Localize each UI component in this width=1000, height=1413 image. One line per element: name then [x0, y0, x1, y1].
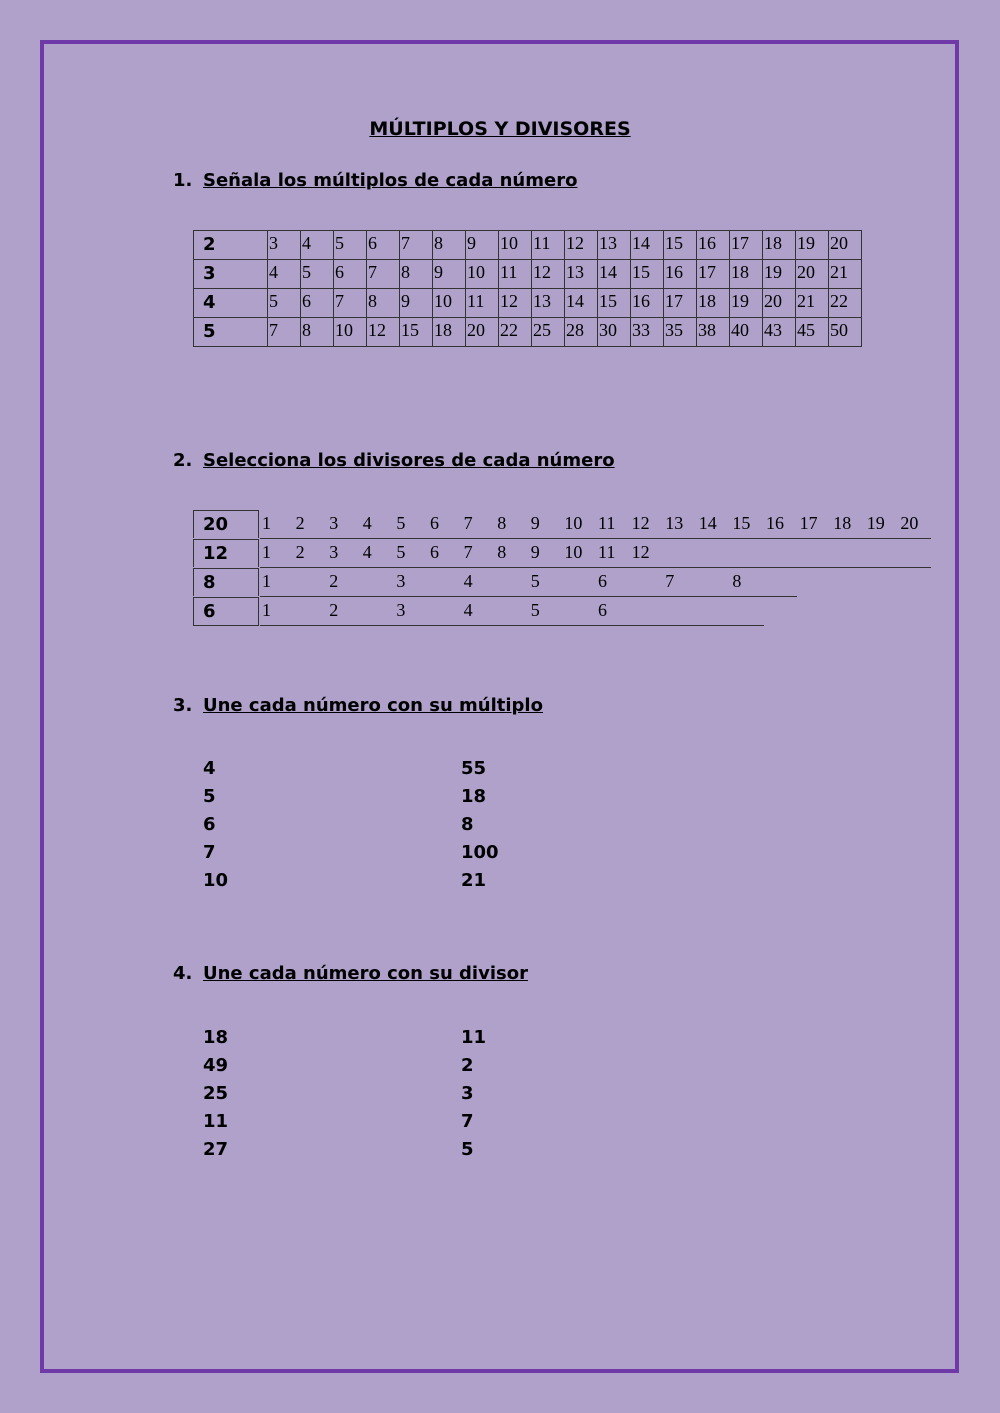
matching-left-column	[203, 1024, 228, 1164]
multiple-candidate-cell[interactable]: 14	[598, 260, 631, 289]
multiple-candidate-cell[interactable]: 8	[301, 318, 334, 347]
matching-item[interactable]: 8	[461, 814, 474, 835]
divisor-candidate[interactable]: 6	[430, 513, 439, 533]
divisors-row-number: 6	[193, 597, 259, 626]
divisor-candidate[interactable]: 8	[497, 513, 507, 533]
divisor-candidate[interactable]: 1	[262, 542, 271, 562]
divisors-row-line	[260, 625, 764, 626]
multiple-candidate-cell[interactable]: 6	[367, 231, 400, 260]
multiple-candidate-cell[interactable]: 14	[565, 289, 598, 318]
divisor-candidate[interactable]: 2	[295, 513, 305, 533]
divisors-row-line	[260, 596, 797, 597]
divisor-candidate[interactable]: 12	[631, 513, 650, 533]
matching-item[interactable]: 6	[203, 814, 216, 835]
divisor-candidate[interactable]: 3	[329, 542, 339, 562]
multiple-candidate-cell[interactable]: 30	[598, 318, 631, 347]
divisor-candidate[interactable]: 1	[262, 513, 271, 533]
divisor-candidate[interactable]: 13	[665, 513, 684, 533]
multiple-candidate-cell[interactable]: 20	[763, 289, 796, 318]
multiple-candidate-cell[interactable]: 40	[730, 318, 763, 347]
divisor-candidate[interactable]: 6	[598, 571, 607, 591]
divisor-candidate[interactable]: 5	[396, 513, 406, 533]
multiple-candidate-cell[interactable]: 10	[334, 318, 367, 347]
matching-item[interactable]: 4	[203, 758, 216, 779]
matching-right-column	[461, 1024, 486, 1164]
multiple-candidate-cell[interactable]: 17	[664, 289, 697, 318]
divisor-candidate[interactable]: 2	[329, 571, 339, 591]
multiple-candidate-cell[interactable]: 21	[796, 289, 829, 318]
divisor-candidate[interactable]: 3	[329, 513, 339, 533]
multiple-candidate-cell[interactable]: 8	[433, 231, 466, 260]
multiple-candidate-cell[interactable]: 7	[400, 231, 433, 260]
divisor-candidate[interactable]: 11	[598, 542, 616, 562]
multiples-table	[193, 230, 862, 347]
divisor-candidate[interactable]: 7	[665, 571, 675, 591]
section1-heading-text: Señala los múltiplos de cada número	[203, 170, 578, 191]
multiple-candidate-cell[interactable]: 9	[433, 260, 466, 289]
section3-heading-text: Une cada número con su múltiplo	[203, 695, 543, 716]
multiple-candidate-cell[interactable]: 38	[697, 318, 730, 347]
multiple-candidate-cell[interactable]: 25	[532, 318, 565, 347]
section3-heading	[173, 695, 543, 716]
multiple-candidate-cell[interactable]: 33	[631, 318, 664, 347]
multiple-candidate-cell[interactable]: 3	[268, 231, 301, 260]
section4-heading-text: Une cada número con su divisor	[203, 963, 528, 984]
divisors-row-line	[260, 538, 931, 539]
divisor-candidate[interactable]: 6	[430, 542, 439, 562]
divisor-candidate[interactable]: 19	[866, 513, 885, 533]
multiple-candidate-cell[interactable]: 19	[796, 231, 829, 260]
divisors-row-number: 8	[193, 568, 259, 596]
section2-heading-text: Selecciona los divisores de cada número	[203, 450, 615, 471]
multiple-candidate-cell[interactable]: 13	[598, 231, 631, 260]
multiple-candidate-cell[interactable]: 28	[565, 318, 598, 347]
divisor-candidate[interactable]: 10	[564, 513, 583, 533]
multiple-candidate-cell[interactable]: 18	[730, 260, 763, 289]
multiple-candidate-cell[interactable]: 19	[730, 289, 763, 318]
section1-number: 1.	[173, 170, 193, 191]
multiple-candidate-cell[interactable]: 4	[301, 231, 334, 260]
divisor-candidate[interactable]: 4	[362, 542, 372, 562]
divisor-candidate[interactable]: 6	[598, 600, 607, 620]
matching-item[interactable]: 55	[461, 758, 487, 779]
multiple-candidate-cell[interactable]: 13	[565, 260, 598, 289]
multiple-candidate-cell[interactable]: 9	[466, 231, 499, 260]
divisor-candidate[interactable]: 8	[497, 542, 507, 562]
matching-item[interactable]: 7	[461, 1111, 474, 1132]
divisor-candidate[interactable]: 12	[631, 542, 650, 562]
multiple-candidate-cell[interactable]: 35	[664, 318, 697, 347]
multiple-candidate-cell[interactable]: 18	[697, 289, 730, 318]
multiple-candidate-cell[interactable]: 6	[301, 289, 334, 318]
divisor-candidate[interactable]: 9	[530, 542, 540, 562]
divisor-candidate[interactable]: 5	[396, 542, 406, 562]
multiple-candidate-cell[interactable]: 6	[334, 260, 367, 289]
divisor-candidate[interactable]: 14	[698, 513, 717, 533]
divisor-candidate[interactable]: 1	[262, 571, 271, 591]
multiple-candidate-cell[interactable]: 10	[499, 231, 532, 260]
divisor-candidate[interactable]: 17	[799, 513, 818, 533]
divisor-candidate[interactable]: 20	[900, 513, 919, 533]
multiple-candidate-cell[interactable]: 9	[400, 289, 433, 318]
matching-item[interactable]: 25	[203, 1083, 229, 1104]
matching-item[interactable]: 5	[461, 1139, 474, 1160]
divisors-row-line	[260, 567, 931, 568]
matching-right-column	[461, 755, 499, 895]
multiple-candidate-cell[interactable]: 7	[268, 318, 301, 347]
multiple-candidate-cell[interactable]: 17	[697, 260, 730, 289]
multiple-candidate-cell[interactable]: 12	[499, 289, 532, 318]
multiple-candidate-cell[interactable]: 10	[466, 260, 499, 289]
multiple-candidate-cell[interactable]: 10	[433, 289, 466, 318]
multiples-row	[194, 260, 862, 289]
multiple-candidate-cell[interactable]: 5	[334, 231, 367, 260]
divisor-candidate[interactable]: 11	[598, 513, 616, 533]
divisor-candidate[interactable]: 16	[766, 513, 784, 533]
multiple-candidate-cell[interactable]: 18	[763, 231, 796, 260]
divisor-candidate[interactable]: 4	[362, 513, 372, 533]
matching-item[interactable]: 18	[461, 786, 487, 807]
multiple-candidate-cell[interactable]: 5	[301, 260, 334, 289]
divisor-candidate[interactable]: 5	[530, 571, 540, 591]
matching-item[interactable]: 18	[203, 1027, 229, 1048]
divisor-candidate[interactable]: 3	[396, 600, 406, 620]
multiple-candidate-cell[interactable]: 11	[499, 260, 532, 289]
multiple-candidate-cell[interactable]: 22	[829, 289, 862, 318]
matching-item[interactable]: 3	[461, 1083, 474, 1104]
divisors-row-number: 20	[193, 510, 259, 538]
multiple-candidate-cell[interactable]: 22	[499, 318, 532, 347]
matching-left-column	[203, 755, 228, 895]
matching-item[interactable]: 5	[203, 786, 216, 807]
divisor-candidate[interactable]: 4	[463, 600, 473, 620]
multiple-candidate-cell[interactable]: 18	[433, 318, 466, 347]
matching-item[interactable]: 21	[461, 870, 487, 891]
matching-item[interactable]: 11	[461, 1027, 487, 1048]
section4-heading	[173, 963, 528, 984]
multiple-candidate-cell[interactable]: 12	[565, 231, 598, 260]
multiple-candidate-cell[interactable]: 43	[763, 318, 796, 347]
matching-item[interactable]: 11	[203, 1111, 229, 1132]
divisor-candidate[interactable]: 15	[732, 513, 751, 533]
multiple-candidate-cell[interactable]: 12	[532, 260, 565, 289]
divisor-candidate[interactable]: 18	[833, 513, 852, 533]
matching-item[interactable]: 27	[203, 1139, 229, 1160]
multiple-candidate-cell[interactable]: 16	[664, 260, 697, 289]
multiple-candidate-cell[interactable]: 5	[268, 289, 301, 318]
multiple-candidate-cell[interactable]: 15	[598, 289, 631, 318]
divisor-candidate[interactable]: 4	[463, 571, 473, 591]
multiples-row-number: 2	[194, 231, 268, 260]
matching-item[interactable]: 100	[461, 842, 499, 863]
multiple-candidate-cell[interactable]: 15	[400, 318, 433, 347]
multiple-candidate-cell[interactable]: 8	[367, 289, 400, 318]
divisors-row-number: 12	[193, 539, 259, 567]
section1-heading	[173, 170, 577, 191]
divisor-candidate[interactable]: 3	[396, 571, 406, 591]
multiples-row-number: 4	[194, 289, 268, 318]
multiple-candidate-cell[interactable]: 50	[829, 318, 862, 347]
multiples-row	[194, 289, 862, 318]
multiples-row	[194, 231, 862, 260]
multiple-candidate-cell[interactable]: 11	[466, 289, 499, 318]
multiple-candidate-cell[interactable]: 4	[268, 260, 301, 289]
multiple-candidate-cell[interactable]: 15	[664, 231, 697, 260]
divisor-candidate[interactable]: 5	[530, 600, 540, 620]
multiple-candidate-cell[interactable]: 21	[829, 260, 862, 289]
multiple-candidate-cell[interactable]: 8	[400, 260, 433, 289]
divisor-candidate[interactable]: 8	[732, 571, 742, 591]
section2-number: 2.	[173, 450, 193, 471]
multiple-candidate-cell[interactable]: 17	[730, 231, 763, 260]
divisor-candidate[interactable]: 1	[262, 600, 271, 620]
divisor-candidate[interactable]: 7	[463, 513, 473, 533]
multiple-candidate-cell[interactable]: 20	[829, 231, 862, 260]
matching-item[interactable]: 7	[203, 842, 216, 863]
multiple-candidate-cell[interactable]: 16	[631, 289, 664, 318]
divisor-candidate[interactable]: 9	[530, 513, 540, 533]
divisor-candidate[interactable]: 2	[295, 542, 305, 562]
divisor-candidate[interactable]: 7	[463, 542, 473, 562]
section3-number: 3.	[173, 695, 193, 716]
multiple-candidate-cell[interactable]: 11	[532, 231, 565, 260]
matching-item[interactable]: 10	[203, 870, 229, 891]
multiple-candidate-cell[interactable]: 16	[697, 231, 730, 260]
page-title: MÚLTIPLOS Y DIVISORES	[369, 118, 631, 140]
multiple-candidate-cell[interactable]: 15	[631, 260, 664, 289]
section4-number: 4.	[173, 963, 193, 984]
multiples-row-number: 3	[194, 260, 268, 289]
multiples-row-number: 5	[194, 318, 268, 347]
divisor-candidate[interactable]: 10	[564, 542, 583, 562]
section2-heading	[173, 450, 615, 471]
multiple-candidate-cell[interactable]: 7	[334, 289, 367, 318]
multiples-row	[194, 318, 862, 347]
matching-item[interactable]: 2	[461, 1055, 474, 1076]
multiple-candidate-cell[interactable]: 7	[367, 260, 400, 289]
matching-item[interactable]: 49	[203, 1055, 229, 1076]
multiple-candidate-cell[interactable]: 13	[532, 289, 565, 318]
multiple-candidate-cell[interactable]: 12	[367, 318, 400, 347]
divisor-candidate[interactable]: 2	[329, 600, 339, 620]
multiple-candidate-cell[interactable]: 20	[466, 318, 499, 347]
multiple-candidate-cell[interactable]: 45	[796, 318, 829, 347]
multiple-candidate-cell[interactable]: 14	[631, 231, 664, 260]
multiple-candidate-cell[interactable]: 19	[763, 260, 796, 289]
multiple-candidate-cell[interactable]: 20	[796, 260, 829, 289]
